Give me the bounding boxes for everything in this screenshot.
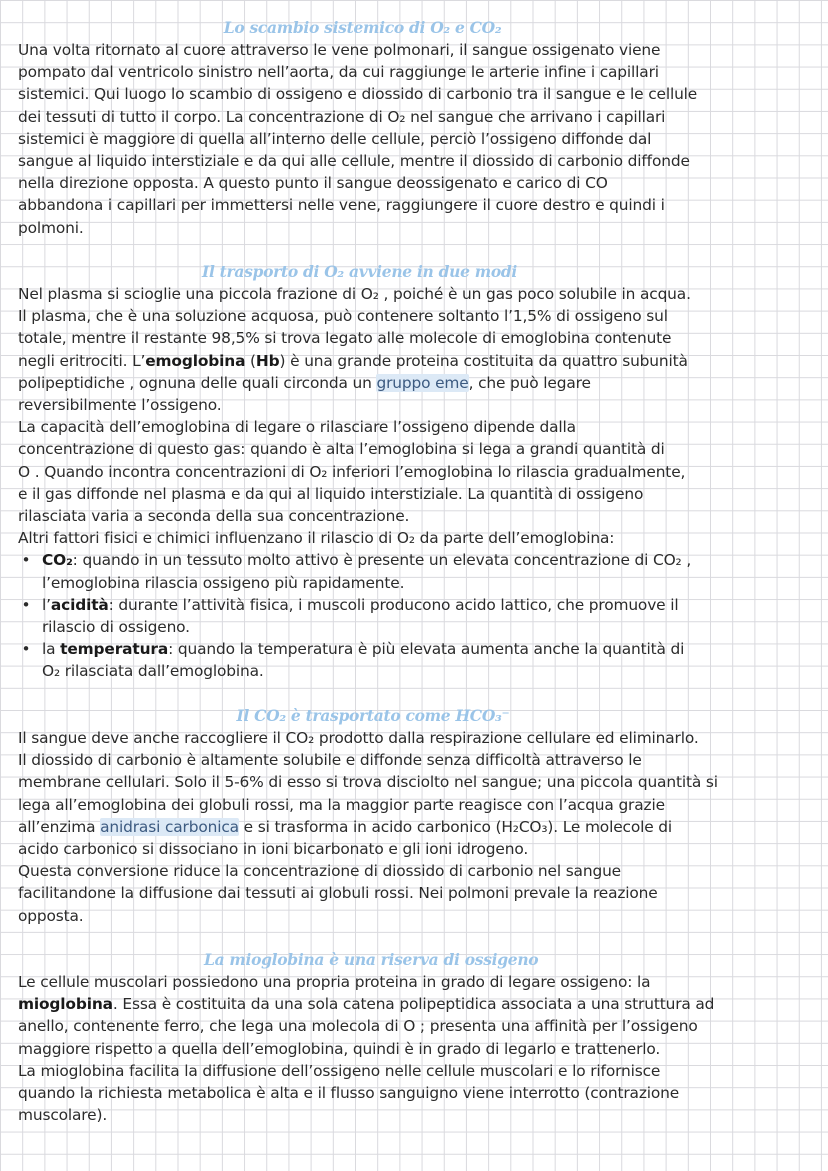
text-line: rilascio di ossigeno. (42, 618, 190, 637)
term-emoglobina: emoglobina (145, 351, 246, 370)
paragraph (18, 283, 691, 549)
text-line: anello, contenente ferro, che lega una molecola di O ; presenta una affinità per l’ossigeno (18, 1017, 698, 1036)
text-line (42, 549, 691, 571)
term-temperatura: temperatura (60, 640, 169, 659)
text-line: reversibilmente l’ossigeno. (18, 396, 222, 415)
text-line: Altri fattori fisici e chimici influenzano il rilascio di O₂ da parte dell’emoglobina: (18, 529, 615, 548)
text-line: acido carbonico si dissociano in ioni bicarbonato e gli ioni idrogeno. (18, 840, 529, 859)
text-run: e si trasforma in acido carbonico (H₂CO₃). Le molecole di (238, 817, 673, 836)
highlight-gruppo-eme: gruppo eme (376, 373, 469, 392)
text-line: sangue al liquido interstiziale e da qui alle cellule, mentre il diossido di carbonio diffonde (18, 152, 690, 171)
text-line: quando la richiesta metabolica è alta e il flusso sanguigno viene interrotto (contrazione (18, 1084, 680, 1103)
text-line: muscolare). (18, 1106, 108, 1125)
text-line: O . Quando incontra concentrazioni di O₂ inferiori l’emoglobina lo rilascia gradualmente, (18, 462, 686, 481)
text-line: nella direzione opposta. A questo punto il sangue deossigenato e carico di CO (18, 174, 608, 193)
text-line: sistemici. Qui luogo lo scambio di ossigeno e diossido di carbonio tra il sangue e le cellule (18, 85, 698, 104)
text-line: opposta. (18, 906, 84, 925)
text-line: concentrazione di questo gas: quando è alta l’emoglobina si lega a grandi quantità di (18, 440, 665, 459)
text-line: abbandona i capillari per immettersi nelle vene, raggiungere il cuore destro e quindi i (18, 196, 665, 215)
text-run: negli eritrociti. L’ (18, 351, 146, 370)
section-heading: Lo scambio sistemico di O₂ e CO₂ (223, 18, 502, 37)
text-run: all’enzima (18, 817, 101, 836)
text-line: O₂ rilasciata dall’emoglobina. (42, 662, 264, 681)
paragraph (18, 971, 714, 1126)
term-acidita: acidità (50, 595, 109, 614)
section-co2-transport (18, 705, 718, 927)
list-item-temperatura (42, 638, 691, 682)
text-run: . Essa è costituita da una sola catena polipeptidica associata a una struttura ad (112, 995, 715, 1014)
paragraph (18, 39, 697, 239)
text-line: pompato dal ventricolo sinistro nell’aorta, da cui raggiunge le arterie infine i capillari (18, 63, 659, 82)
text-line: polmoni. (18, 218, 84, 237)
factor-list (18, 549, 691, 682)
text-line (42, 638, 691, 660)
term-co2: CO₂ (42, 551, 73, 570)
text-line: maggiore rispetto a quella dell’emoglobina, quindi è in grado di legarlo e trattenerlo. (18, 1039, 661, 1058)
text-line: e il gas diffonde nel plasma e da qui al liquido interstiziale. La quantità di ossigeno (18, 484, 644, 503)
term-mioglobina: mioglobina (18, 995, 113, 1014)
text-line: Il sangue deve anche raccogliere il CO₂ prodotto dalla respirazione cellulare ed eliminarlo. (18, 729, 699, 747)
text-run: : quando la temperatura è più elevata aumenta anche la quantità di (168, 640, 685, 659)
section-systemic-exchange (18, 17, 697, 239)
text-run: la (42, 640, 61, 659)
text-line: Il diossido di carbonio è altamente solubile e diffonde senza difficoltà attraverso le (18, 751, 642, 770)
text-run: ) è una grande proteina costituita da quattro subunità (279, 351, 688, 370)
section-heading: La mioglobina è una riserva di ossigeno (203, 950, 539, 969)
list-item-acidita (42, 594, 691, 638)
text-line: La capacità dell’emoglobina di legare o rilasciare l’ossigeno dipende dalla (18, 418, 576, 437)
text-line (18, 993, 714, 1015)
list-item-co2 (42, 549, 691, 593)
text-line: Le cellule muscolari possiedono una propria proteina in grado di legare ossigeno: la (18, 973, 651, 991)
text-line: Una volta ritornato al cuore attraverso le vene polmonari, il sangue ossigenato viene (18, 41, 661, 59)
text-line: dei tessuti di tutto il corpo. La concentrazione di O₂ nel sangue che arrivano i capillari (18, 107, 666, 126)
text-line: rilasciata varia a seconda della sua concentrazione. (18, 507, 410, 526)
text-line: Il plasma, che è una soluzione acquosa, può contenere soltanto l’1,5% di ossigeno sul (18, 307, 668, 326)
text-run: : quando in un tessuto molto attivo è presente un elevata concentrazione di CO₂ , (72, 551, 692, 570)
text-line (18, 816, 718, 838)
text-line: lega all’emoglobina dei globuli rossi, ma la maggior parte reagisce con l’acqua grazie (18, 795, 665, 814)
text-line: facilitandone la diffusione dai tessuti ai globuli rossi. Nei polmoni prevale la reazione (18, 884, 658, 903)
text-line: Nel plasma si scioglie una piccola frazione di O₂ , poiché è un gas poco solubile in acqua. (18, 285, 691, 303)
text-line (18, 350, 691, 372)
text-run: , che può legare (468, 373, 591, 392)
text-run: polipeptidiche , ognuna delle quali circonda un (18, 373, 377, 392)
text-run: l’ (42, 595, 51, 614)
text-line: La mioglobina facilita la diffusione dell’ossigeno nelle cellule muscolari e lo rifornisce (18, 1061, 661, 1080)
section-heading: Il trasporto di O₂ avviene in due modi (202, 262, 518, 281)
text-line: sistemici è maggiore di quella all’interno delle cellule, perciò l’ossigeno diffonde dal (18, 129, 652, 148)
text-line: membrane cellulari. Solo il 5-6% di esso si trova disciolto nel sangue; una piccola quantità si (18, 773, 718, 792)
text-run: : durante l’attività fisica, i muscoli producono acido lattico, che promuove il (108, 595, 679, 614)
paragraph (18, 727, 718, 927)
section-o2-transport (18, 261, 691, 683)
section-myoglobin (18, 949, 714, 1126)
term-hb: Hb (255, 351, 280, 370)
section-heading: Il CO₂ è trasportato come HCO₃⁻ (236, 706, 510, 725)
text-line (18, 372, 691, 394)
text-run: ( (245, 351, 256, 370)
highlight-anidrasi-carbonica: anidrasi carbonica (100, 817, 239, 836)
text-line (42, 594, 691, 616)
text-line: l’emoglobina rilascia ossigeno più rapidamente. (42, 573, 405, 592)
text-line: totale, mentre il restante 98,5% si trova legato alle molecole di emoglobina contenute (18, 329, 672, 348)
text-line: Questa conversione riduce la concentrazione di diossido di carbonio nel sangue (18, 862, 621, 881)
